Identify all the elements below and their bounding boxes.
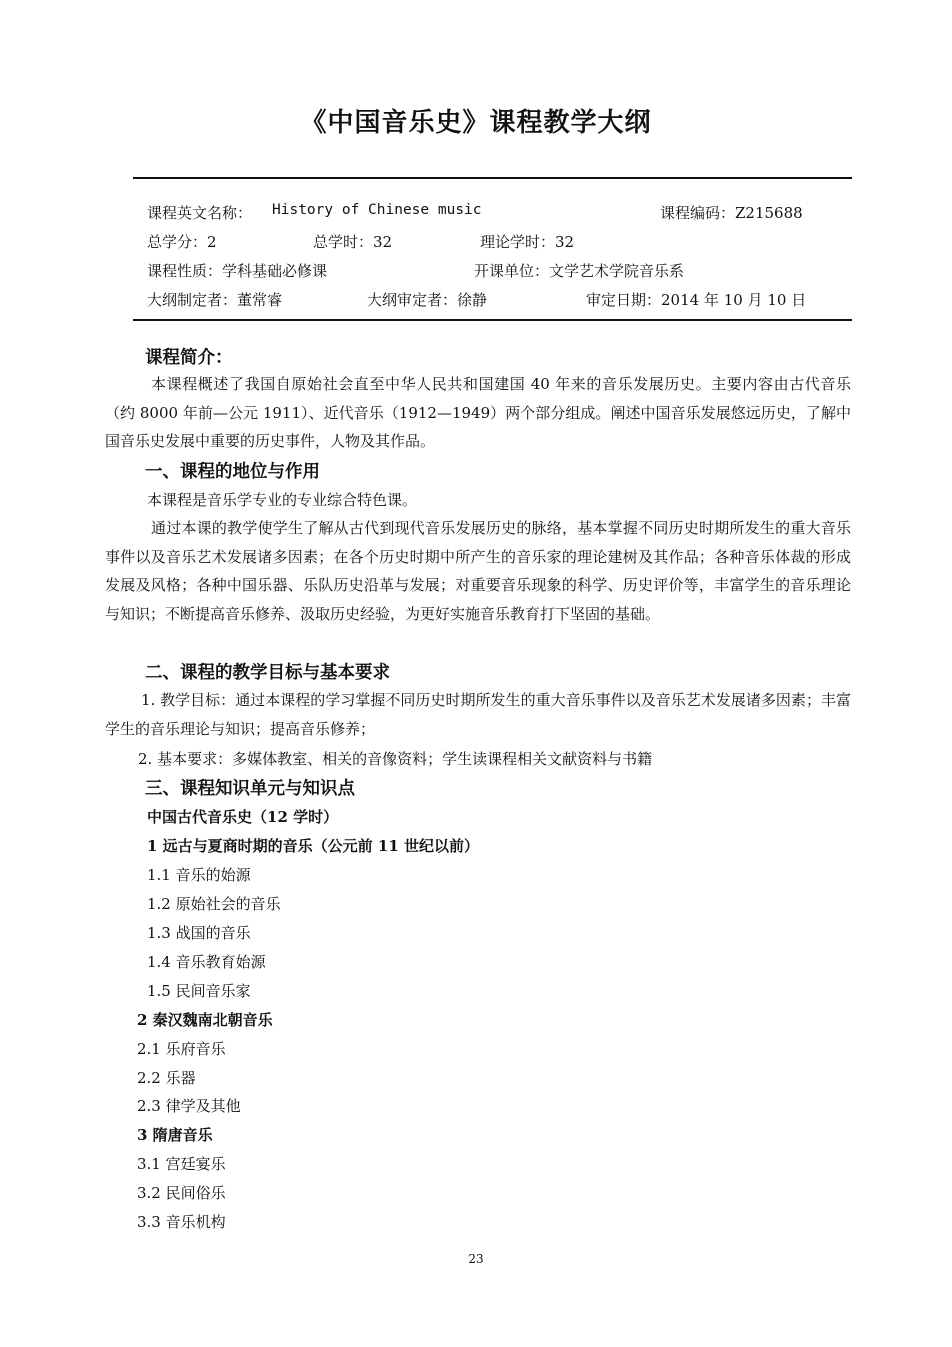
unit1-item: 1.1 音乐的始源	[147, 866, 251, 884]
offering-unit: 开课单位：文学艺术学院音乐系	[474, 262, 685, 280]
unit1-title: 1 远古与夏商时期的音乐（公元前 11 世纪以前）	[147, 837, 479, 855]
theory-hours: 理论学时：32	[480, 233, 575, 251]
intro-heading: 课程简介：	[145, 348, 233, 368]
unit2-item: 2.2 乐器	[137, 1069, 196, 1087]
syllabus-reviewer: 大纲审定者：徐静	[367, 291, 488, 309]
top-rule	[133, 177, 852, 179]
unit3-item: 3.3 音乐机构	[137, 1213, 226, 1231]
english-name: History of Chinese music	[272, 202, 482, 218]
unit2-item: 2.3 律学及其他	[137, 1097, 241, 1115]
intro-text: 本课程概述了我国自原始社会直至中华人民共和国建国 40 年来的音乐发展历史。主要内容由古代音乐（约 8000 年前—公元 1911）、近代音乐（1912—1949）两个部分组成。阐述中国音乐发展悠远历史，了解中国音乐史发展中重要的历史事件，人物及其作品。	[105, 375, 851, 451]
section1-line1: 本课程是音乐学专业的专业综合特色课。	[147, 491, 418, 509]
unit1-item: 1.4 音乐教育始源	[147, 953, 266, 971]
unit1-item: 1.3 战国的音乐	[147, 924, 251, 942]
unit1-item: 1.2 原始社会的音乐	[147, 895, 281, 913]
section2-item2: 2. 基本要求：多媒体教室、相关的音像资料；学生读课程相关文献资料与书籍	[138, 750, 653, 768]
intro-paragraph	[105, 370, 851, 456]
course-code: 课程编码：Z215688	[660, 204, 803, 222]
bottom-rule	[133, 319, 852, 321]
part-ancient-music: 中国古代音乐史（12 学时）	[147, 808, 339, 826]
syllabus-author: 大纲制定者：董常睿	[147, 291, 283, 309]
section1-paragraph	[105, 514, 851, 628]
unit3-item: 3.1 宫廷宴乐	[137, 1155, 226, 1173]
total-credits: 总学分：2	[147, 233, 217, 251]
page-number: 23	[468, 1252, 484, 1266]
review-date: 审定日期：2014 年 10 月 10 日	[586, 291, 807, 309]
section2-heading: 二、课程的教学目标与基本要求	[145, 663, 390, 683]
english-name-label: 课程英文名称：	[147, 204, 253, 222]
section2-item1: 1. 教学目标：通过本课程的学习掌握不同历史时期所发生的重大音乐事件以及音乐艺术发展诸多因素；丰富学生的音乐理论与知识；提高音乐修养；	[105, 691, 851, 738]
section1-heading: 一、课程的地位与作用	[145, 462, 320, 482]
section2-item1-paragraph	[105, 686, 851, 743]
course-nature: 课程性质：学科基础必修课	[147, 262, 328, 280]
section3-heading: 三、课程知识单元与知识点	[145, 779, 355, 799]
page-title: 《中国音乐史》课程教学大纲	[300, 108, 652, 138]
section1-text: 通过本课的教学使学生了解从古代到现代音乐发展历史的脉络，基本掌握不同历史时期所发生的重大音乐事件以及音乐艺术发展诸多因素；在各个历史时期中所产生的音乐家的理论建树及其作品；各种音乐体裁的形成发展及风格；各种中国乐器、乐队历史沿革与发展；对重要音乐现象的科学、历史评价等，丰富学生的音乐理论与知识；不断提高音乐修养、汲取历史经验，为更好实施音乐教育打下坚固的基础。	[105, 519, 851, 623]
unit2-item: 2.1 乐府音乐	[137, 1040, 226, 1058]
unit1-item: 1.5 民间音乐家	[147, 982, 251, 1000]
total-hours: 总学时：32	[313, 233, 393, 251]
unit3-item: 3.2 民间俗乐	[137, 1184, 226, 1202]
unit2-title: 2 秦汉魏南北朝音乐	[137, 1011, 273, 1029]
unit3-title: 3 隋唐音乐	[137, 1126, 213, 1144]
